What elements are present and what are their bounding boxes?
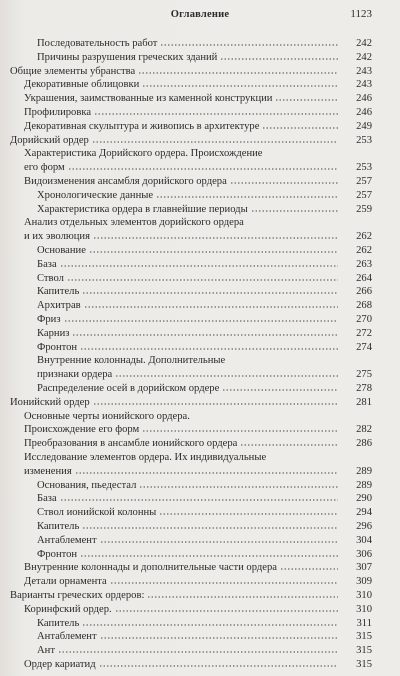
toc-entry-title: Происхождение его форм (24, 424, 140, 436)
running-header-title: Оглавление (170, 9, 230, 20)
toc-entry-page: 282 (356, 424, 372, 436)
toc-entry-title: Антаблемент (37, 534, 97, 546)
toc-leader-dots (115, 604, 338, 616)
toc-entry-page: 246 (356, 93, 372, 105)
toc-entry (0, 259, 400, 271)
toc-leader-dots (280, 562, 338, 574)
toc-leader-dots (100, 535, 338, 547)
toc-entry-title: Внутренние колоннады. Дополнительные (37, 355, 226, 367)
toc-entry (0, 493, 400, 505)
toc-entry-title: Варианты греческих ордеров: (10, 590, 145, 601)
toc-entry (0, 245, 400, 257)
toc-entry-page: 315 (356, 645, 372, 657)
toc-entry-title: Преобразования в ансамбле ионийского ордера (24, 438, 238, 450)
toc-leader-dots (138, 66, 338, 78)
toc-entry-page: 286 (356, 438, 372, 450)
toc-leader-dots (58, 645, 338, 657)
toc-entry (0, 162, 400, 174)
toc-entry-page: 242 (356, 38, 372, 49)
toc-entry-page: 253 (356, 162, 372, 174)
toc-leader-dots (93, 231, 338, 243)
toc-entry-title: Фронтон (37, 341, 78, 353)
toc-entry (0, 79, 400, 91)
toc-entry-page: 242 (356, 51, 372, 63)
page-number: 1123 (350, 8, 372, 20)
toc-leader-dots (75, 466, 338, 478)
toc-entry-page: 309 (356, 576, 372, 588)
toc-entry-page: 259 (356, 203, 372, 215)
toc-entry-page: 281 (356, 396, 372, 408)
toc-entry (0, 618, 400, 630)
toc-entry-page: 263 (356, 258, 372, 270)
toc-leader-dots (142, 79, 338, 91)
toc-entry-page: 289 (356, 479, 372, 491)
toc-leader-dots (94, 107, 338, 119)
toc-entry-title: Карниз (37, 327, 70, 339)
toc-leader-dots (60, 259, 338, 271)
toc-entry-page: 243 (356, 65, 372, 77)
toc-entry (0, 452, 400, 464)
toc-entry (0, 121, 400, 133)
toc-entry (0, 328, 400, 340)
toc-entry-title: Ионийский ордер (10, 396, 90, 408)
toc-entry (0, 273, 400, 285)
toc-entry-title: Архитрав (37, 300, 81, 312)
toc-entry-title: Фриз (37, 314, 61, 325)
toc-entry (0, 576, 400, 588)
toc-entry (0, 52, 400, 64)
toc-leader-dots (82, 618, 338, 630)
toc-entry (0, 314, 400, 326)
toc-leader-dots (240, 438, 338, 450)
toc-entry-title: Хронологические данные (37, 189, 154, 201)
toc-entry (0, 176, 400, 188)
toc-entry (0, 190, 400, 202)
toc-entry-page: 307 (356, 562, 372, 574)
toc-leader-dots (142, 424, 338, 436)
toc-entry-page: 274 (356, 341, 372, 353)
toc-entry-title: Ордер кариатид (24, 659, 96, 670)
toc-entry (0, 38, 400, 50)
toc-leader-dots (99, 659, 338, 671)
toc-entry-page: 253 (356, 134, 372, 146)
toc-entry-title: Фронтон (37, 548, 78, 560)
toc-entry (0, 369, 400, 381)
toc-entry-page: 275 (356, 369, 372, 381)
toc-leader-dots (275, 93, 338, 105)
toc-entry (0, 590, 400, 602)
toc-leader-dots (93, 397, 338, 409)
toc-leader-dots (251, 204, 338, 216)
toc-entry-page: 266 (356, 286, 372, 298)
toc-entry (0, 107, 400, 119)
toc-entry-page: 270 (356, 314, 372, 325)
toc-entry-title: Коринфский ордер. (24, 603, 112, 615)
toc-leader-dots (156, 190, 338, 202)
toc-entry (0, 562, 400, 574)
toc-entry (0, 659, 400, 671)
toc-entry-title: Украшения, заимствованные из каменной конструкции (24, 93, 273, 105)
toc-leader-dots (67, 273, 338, 285)
toc-entry-title: Капитель (37, 617, 80, 629)
toc-entry (0, 355, 400, 367)
toc-entry-title: изменения (24, 465, 72, 477)
toc-entry-title: Характеристика ордера в главнейшие периоды (37, 203, 248, 215)
toc-entry (0, 148, 400, 160)
toc-entry-page: 310 (356, 603, 372, 615)
toc-entry-title: Ствол (37, 272, 64, 284)
toc-entry-page: 304 (356, 534, 372, 546)
toc-entry-title: Характеристика Дорийского ордера. Происхождение (24, 148, 263, 160)
toc-entry-title: Видоизменения ансамбля дорийского ордера (24, 176, 227, 187)
toc-entry (0, 300, 400, 312)
toc-entry-page: 262 (356, 231, 372, 243)
toc-entry (0, 521, 400, 533)
toc-entry-title: Ствол ионийской колонны (37, 507, 157, 519)
toc-entry-page: 315 (356, 631, 372, 643)
toc-leader-dots (60, 493, 338, 505)
toc-leader-dots (220, 52, 338, 64)
toc-entry-title: Исследование элементов ордера. Их индивидуальные (24, 452, 267, 463)
toc-entry (0, 135, 400, 147)
toc-leader-dots (110, 576, 338, 588)
toc-leader-dots (68, 162, 338, 174)
toc-entry (0, 466, 400, 478)
toc-entry-title: признаки ордера (37, 369, 113, 381)
toc-leader-dots (159, 507, 338, 519)
toc-entry-page: 257 (356, 189, 372, 201)
toc-entry-title: и их эволюция (24, 231, 90, 243)
toc-entry-page: 315 (356, 659, 372, 670)
toc-leader-dots (222, 383, 338, 395)
toc-entry-title: Основания, пьедестал (37, 479, 137, 491)
toc-entry-page: 289 (356, 465, 372, 477)
toc-entry-title: База (37, 258, 57, 270)
toc-entry (0, 93, 400, 105)
toc-entry (0, 66, 400, 78)
toc-leader-dots (147, 590, 338, 602)
toc-entry-page: 278 (356, 383, 372, 394)
toc-entry (0, 397, 400, 409)
toc-entry-page: 306 (356, 548, 372, 560)
toc-entry (0, 231, 400, 243)
toc-entry-title: Основные черты ионийского ордера. (24, 410, 190, 422)
toc-leader-dots (89, 245, 338, 257)
toc-entry (0, 549, 400, 561)
toc-entry-title: Ант (37, 645, 55, 657)
toc-entry-title: Профилировка (24, 107, 92, 118)
toc-entry (0, 645, 400, 657)
toc-entry-page: 249 (356, 120, 372, 132)
toc-entry-title: Капитель (37, 286, 80, 298)
toc-entry (0, 383, 400, 395)
toc-entry-page: 264 (356, 272, 372, 284)
toc-entry-page: 268 (356, 300, 372, 312)
toc-entry (0, 507, 400, 519)
toc-leader-dots (100, 631, 338, 643)
toc-leader-dots (82, 286, 338, 298)
toc-entry (0, 535, 400, 547)
toc-entry-title: Распределение осей в дорийском ордере (37, 383, 220, 394)
toc-entry-page: 272 (356, 327, 372, 339)
toc-entry (0, 342, 400, 354)
toc-entry-title: Последовательность работ (37, 38, 158, 49)
toc-entry-title: Декоративные облицовки (24, 79, 140, 91)
toc-leader-dots (84, 300, 338, 312)
toc-entry (0, 631, 400, 643)
toc-entry (0, 424, 400, 436)
toc-entry-page: 310 (356, 590, 372, 601)
toc-leader-dots (80, 342, 338, 354)
toc-entry-page: 294 (356, 507, 372, 519)
toc-entry-title: Дорийский ордер (10, 134, 89, 146)
toc-entry (0, 438, 400, 450)
toc-leader-dots (92, 135, 338, 147)
toc-entry-title: Общие элементы убранства (10, 65, 136, 77)
toc-entry-page: 311 (356, 617, 372, 629)
toc-entry-page: 257 (356, 176, 372, 187)
toc-entry-title: Причины разрушения греческих зданий (37, 51, 218, 63)
toc-entry (0, 411, 400, 423)
toc-entry-title: Основание (37, 245, 86, 256)
toc-entry-title: Декоративная скульптура и живопись в архитектуре (24, 120, 260, 132)
toc-entry (0, 286, 400, 298)
toc-leader-dots (230, 176, 338, 188)
toc-entry-title: Анализ отдельных элементов дорийского ордера (24, 217, 244, 229)
toc-entry-page: 246 (356, 107, 372, 118)
toc-entry (0, 480, 400, 492)
toc-entry-page: 243 (356, 79, 372, 91)
toc-leader-dots (262, 121, 338, 133)
toc-leader-dots (115, 369, 338, 381)
toc-entry (0, 204, 400, 216)
toc-entry-title: Детали орнамента (24, 576, 107, 588)
toc-entry-title: Капитель (37, 521, 80, 532)
toc-entry-page: 262 (356, 245, 372, 256)
toc-entry-page: 290 (356, 493, 372, 505)
toc-entry-title: Антаблемент (37, 631, 97, 643)
table-of-contents (0, 38, 400, 668)
toc-leader-dots (139, 480, 338, 492)
toc-leader-dots (64, 314, 338, 326)
toc-entry-title: База (37, 493, 57, 505)
toc-entry-title: Внутренние колоннады и дополнительные части ордера (24, 562, 277, 574)
toc-leader-dots (80, 549, 338, 561)
toc-entry (0, 217, 400, 229)
toc-leader-dots (160, 38, 338, 50)
toc-entry-title: его форм (24, 162, 65, 174)
toc-entry (0, 604, 400, 616)
toc-entry-page: 296 (356, 521, 372, 532)
toc-leader-dots (82, 521, 338, 533)
toc-leader-dots (72, 328, 338, 340)
